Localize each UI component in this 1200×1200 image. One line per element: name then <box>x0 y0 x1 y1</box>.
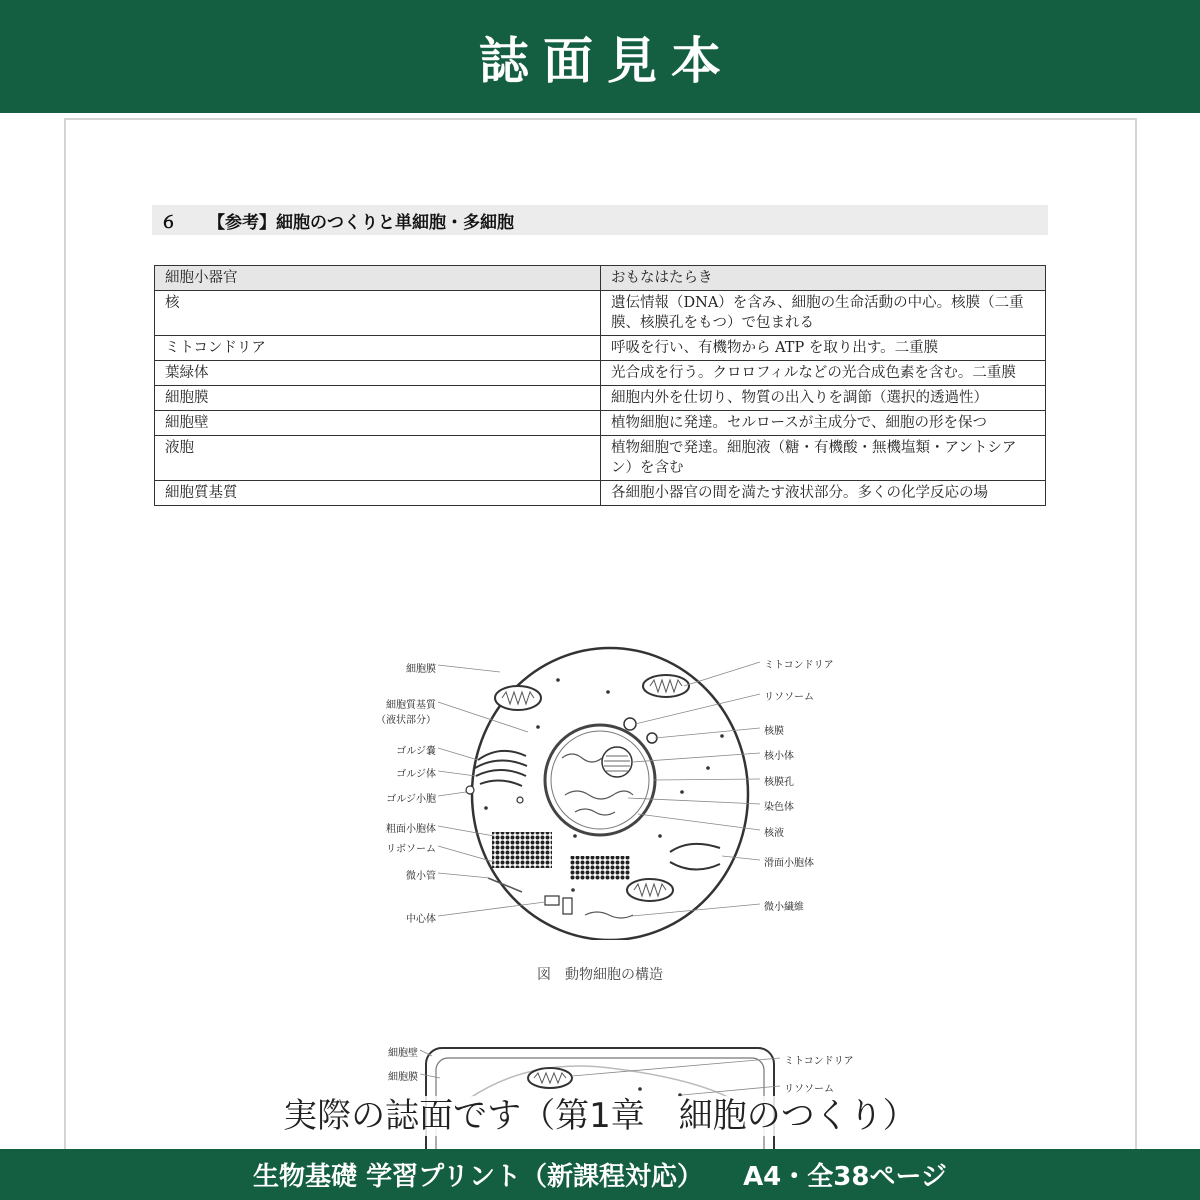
banner-title: 誌面見本 <box>479 31 735 90</box>
label-cell-wall: 細胞壁 <box>388 1048 418 1059</box>
label-chromosome: 染色体 <box>764 802 794 813</box>
label-golgi-vesicle: ゴルジ小胞 <box>386 794 436 805</box>
organelle-function: 植物細胞に発達。セルロースが主成分で、細胞の形を保つ <box>601 411 1046 436</box>
organelle-name: 細胞膜 <box>155 386 601 411</box>
table-row <box>155 436 1046 481</box>
section-title: 【参考】細胞のつくりと単細胞・多細胞 <box>208 212 514 233</box>
table-header: 細胞小器官 <box>155 266 601 291</box>
organelle-name: 細胞壁 <box>155 411 601 436</box>
table-row <box>155 411 1046 436</box>
label-plant-lysosome: リソソーム <box>784 1084 834 1095</box>
organelle-function: 遺伝情報（DNA）を含み、細胞の生命活動の中心。核膜（二重膜、核膜孔をもつ）で包まれる <box>601 291 1046 336</box>
label-nucleolus: 核小体 <box>764 751 794 762</box>
bottom-banner <box>0 1149 1200 1200</box>
organelle-name: 核 <box>155 291 601 336</box>
label-microtubule: 微小管 <box>406 871 436 882</box>
organelle-function: 呼吸を行い、有機物から ATP を取り出す。二重膜 <box>601 336 1046 361</box>
label-cytoplasm: 細胞質基質 <box>386 700 436 711</box>
overlay-caption-text: 実際の誌面です（第1章 細胞のつくり） <box>277 1096 923 1136</box>
top-banner <box>0 0 1200 113</box>
product-name: 生物基礎 学習プリント（新課程対応） <box>253 1162 704 1192</box>
label-golgi-sac: ゴルジ嚢 <box>396 746 436 757</box>
organelle-table <box>154 265 1046 506</box>
table-row <box>155 481 1046 506</box>
organelle-name: 細胞質基質 <box>155 481 601 506</box>
organelle-name: ミトコンドリア <box>155 336 601 361</box>
table-header-row <box>155 266 1046 291</box>
label-microfilament: 微小繊維 <box>764 902 804 913</box>
table-row <box>155 336 1046 361</box>
label-mitochondria: ミトコンドリア <box>764 660 834 671</box>
label-centrosome: 中心体 <box>406 914 436 925</box>
table-header: おもなはたらき <box>601 266 1046 291</box>
figure-caption: 図 動物細胞の構造 <box>537 967 663 983</box>
animal-cell-illustration <box>370 640 850 940</box>
label-cell-membrane: 細胞膜 <box>406 664 436 675</box>
table-row <box>155 291 1046 336</box>
organelle-function: 光合成を行う。クロロフィルなどの光合成色素を含む。二重膜 <box>601 361 1046 386</box>
label-rough-er: 粗面小胞体 <box>386 824 436 835</box>
table-row <box>155 386 1046 411</box>
label-nuclear-envelope: 核膜 <box>764 726 784 737</box>
organelle-function: 各細胞小器官の間を満たす液状部分。多くの化学反応の場 <box>601 481 1046 506</box>
overlay-caption <box>0 1088 1200 1137</box>
label-nuclear-sap: 核液 <box>764 828 784 839</box>
label-smooth-er: 滑面小胞体 <box>764 858 814 869</box>
organelle-function: 細胞内外を仕切り、物質の出入りを調節（選択的透過性） <box>601 386 1046 411</box>
organelle-name: 液胞 <box>155 436 601 481</box>
label-lysosome: リソソーム <box>764 692 814 703</box>
organelle-function: 植物細胞で発達。細胞液（糖・有機酸・無機塩類・アントシアン）を含む <box>601 436 1046 481</box>
table-row <box>155 361 1046 386</box>
label-ribosome: リボソーム <box>386 844 436 855</box>
organelle-name: 葉緑体 <box>155 361 601 386</box>
label-nuclear-pore: 核膜孔 <box>764 777 794 788</box>
product-spec: A4・全38ページ <box>743 1162 947 1192</box>
animal-cell-diagram <box>370 640 850 940</box>
section-number: ６ <box>160 212 177 233</box>
section-heading <box>152 205 1048 235</box>
label-golgi-body: ゴルジ体 <box>396 769 436 780</box>
label-cytoplasm-note: （液状部分） <box>376 715 436 726</box>
label-plant-mitochondria: ミトコンドリア <box>784 1056 854 1067</box>
label-plant-cell-membrane: 細胞膜 <box>388 1072 418 1083</box>
